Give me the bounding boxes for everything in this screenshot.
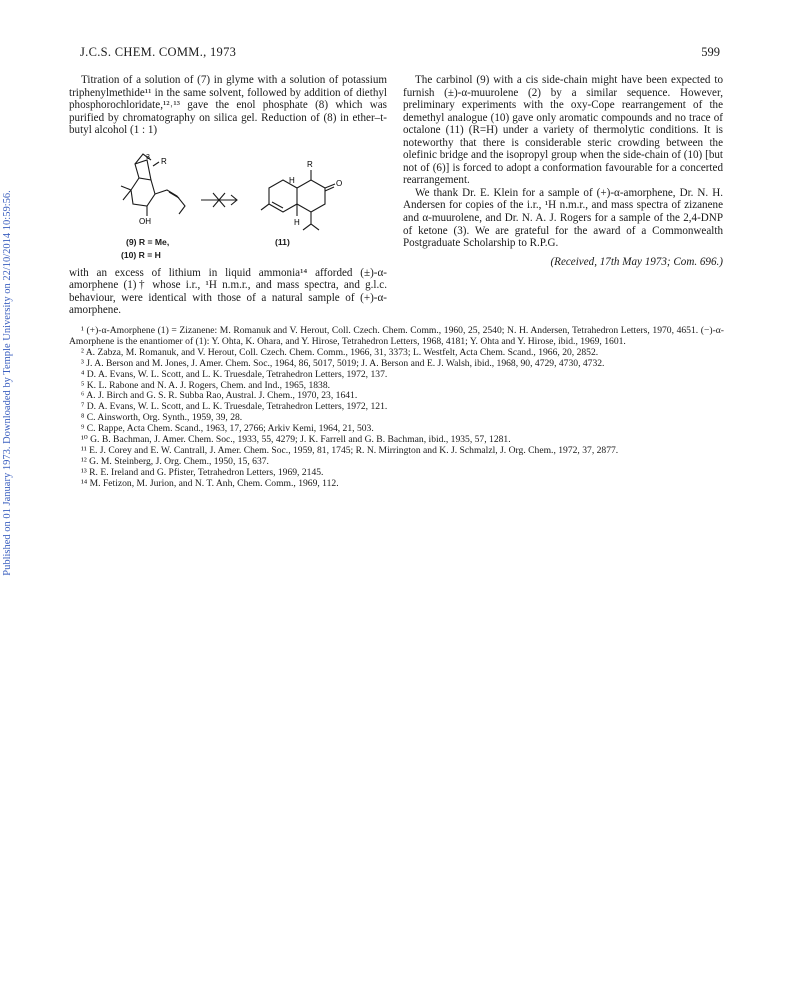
methyl-substituent xyxy=(261,204,269,210)
ethano-bridge xyxy=(135,160,151,180)
references-list xyxy=(69,326,724,490)
reference-item: ³ J. A. Berson and M. Jones, J. Amer. Chem. Soc., 1964, 86, 5017, 5019; J. A. Berson and E. J. Walsh, ibid., 1968, 90, 4729, 4730, 4732. xyxy=(81,357,605,369)
paragraph: Titration of a solution of (7) in glyme with a solution of potassium triphenylmethide¹¹ in the same solvent, followed by addition of diethyl phosphorochloridate,¹²˒¹³ gave the enol phosphate (8) which was purified by chromatography on silica gel. Reduction of (8) in ether–t-butyl alcohol (1 : 1) xyxy=(69,74,387,137)
atom-label-r: R xyxy=(161,156,167,166)
methyl-bond xyxy=(153,162,159,166)
isopropyl-substituent xyxy=(303,212,319,230)
received-date: (Received, 17th May 1973; Com. 696.) xyxy=(550,255,723,268)
right-column xyxy=(403,74,723,268)
atom-label-oh: OH xyxy=(139,216,151,226)
page-number: 599 xyxy=(701,45,720,59)
caption-compound-11: (11) xyxy=(275,236,290,247)
download-watermark xyxy=(2,160,18,610)
download-watermark-text[interactable]: Published on 01 January 1973. Downloaded by Temple University on 22/10/2014 10:59:56. xyxy=(2,190,13,576)
reference-item: ⁴ D. A. Evans, W. L. Scott, and L. K. Truesdale, Tetrahedron Letters, 1972, 137. xyxy=(81,368,388,380)
reference-item: ¹⁰ G. B. Bachman, J. Amer. Chem. Soc., 1933, 55, 4279; J. K. Farrell and G. B. Bachman, ibid., 1935, 57, 1281. xyxy=(81,434,511,446)
reference-item: ⁹ C. Rappe, Acta Chem. Scand., 1963, 17, 2766; Arkiv Kemi, 1964, 21, 503. xyxy=(81,423,374,435)
reference-item: ⁶ A. J. Birch and G. S. R. Subba Rao, Austral. J. Chem., 1970, 23, 1641. xyxy=(81,390,358,402)
reference-item: ¹ (+)-α-Amorphene (1) = Zizanene: M. Romanuk and V. Herout, Coll. Czech. Chem. Comm., 1960, 25, 2540; N. H. Andersen, Tetrahedron Letters, 1970, 4651. (−)-α-Amorphene is the enantiomer of (1): Y. Ohta, K. Ohara, and Y. Hirose, Tetrahedron Letters, 1968, 4181; Y. Ohta and Y. Hirose, ibid., 1969, 1601. xyxy=(69,325,724,347)
paragraph: The carbinol (9) with a cis side-chain might have been expected to furnish (±)-α-muurolene (2) by a similar sequence. However, preliminary experiments with the oxy-Cope rearrangement of the demethyl analogue (10) gave only aromatic compounds and no trace of octalone (11) (R=H) under a variety of thermolytic conditions. It is noteworthy that there is considerable steric crowding between the olefinic bridge and the isopropyl group when the side-chain of (10) [but not of (6)] is forced to adopt a conformation favourable for a concerted rearrangement. xyxy=(403,74,723,187)
reference-item: ¹³ R. E. Ireland and G. Pfister, Tetrahedron Letters, 1969, 2145. xyxy=(81,466,324,478)
journal-title: J.C.S. CHEM. COMM., 1973 xyxy=(80,45,237,59)
atom-label-3: 3 xyxy=(146,153,150,161)
atom-label-h-bottom: H xyxy=(294,217,300,227)
reference-item: ¹⁴ M. Fetizon, M. Jurion, and N. T. Anh, Chem. Comm., 1969, 112. xyxy=(81,477,339,489)
caption-compound-9: (9) R = Me, xyxy=(126,236,170,247)
side-chain xyxy=(155,190,185,214)
reaction-scheme xyxy=(69,140,387,264)
left-column xyxy=(69,74,387,317)
octalone-ring-b xyxy=(297,180,325,212)
carbonyl-bond xyxy=(325,184,335,191)
acknowledgements: We thank Dr. E. Klein for a sample of (+)-α-amorphene, Dr. N. H. Andersen for copies of the i.r., ¹H n.m.r., and mass spectra of zizanene and α-muurolene, and Dr. N. A. J. Rogers for a sample of the 2,4-DNP of ketone (3). We are grateful for the award of a Commonwealth Postgraduate Scholarship to R.P.G. xyxy=(403,186,723,250)
reaction-scheme-drawing xyxy=(69,140,387,264)
isopropyl-group xyxy=(121,186,131,200)
side-chain-double-bond xyxy=(169,192,179,198)
atom-label-h-top: H xyxy=(289,175,295,185)
reference-item: ¹¹ E. J. Corey and E. W. Cantrall, J. Amer. Chem. Soc., 1959, 81, 1745; R. N. Mirrington and K. J. Schmalzl, J. Org. Chem., 1972, 37, 2877. xyxy=(81,444,619,456)
reference-item: ² A. Zabza, M. Romanuk, and V. Herout, Coll. Czech. Chem. Comm., 1966, 31, 3373; L. Westfelt, Acta Chem. Scand., 1966, 20, 2852. xyxy=(81,346,599,358)
atom-label-r-top: R xyxy=(307,159,313,169)
reference-item: ⁸ C. Ainsworth, Org. Synth., 1959, 39, 28. xyxy=(81,412,243,424)
reference-item: ⁷ D. A. Evans, W. L. Scott, and L. K. Truesdale, Tetrahedron Letters, 1972, 121. xyxy=(81,401,388,413)
caption-compound-10: (10) R = H xyxy=(121,249,161,260)
paragraph: with an excess of lithium in liquid ammonia¹⁴ afforded (±)-α-amorphene (1)† whose i.r., ¹H n.m.r., and mass spectra, and g.l.c. behaviour, were identical with those of a natural sample of (+)-α-amorphene. xyxy=(69,266,387,317)
reference-item: ⁵ K. L. Rabone and N. A. J. Rogers, Chem. and Ind., 1965, 1838. xyxy=(81,379,331,391)
atom-label-o: O xyxy=(336,178,343,188)
running-head xyxy=(80,45,720,61)
reference-item: ¹² G. M. Steinberg, J. Org. Chem., 1950, 15, 637. xyxy=(81,455,269,467)
bicyclo-ring xyxy=(131,178,155,206)
